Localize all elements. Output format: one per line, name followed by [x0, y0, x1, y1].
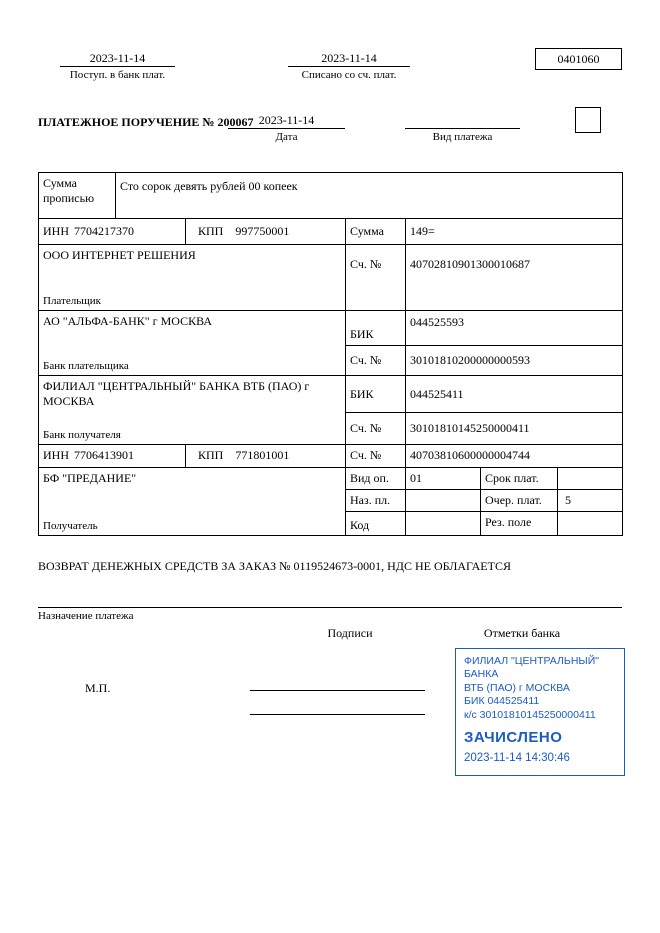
payer-account-label: Сч. № — [350, 257, 382, 271]
payee-bank-cell — [38, 375, 345, 444]
code-cell — [405, 511, 480, 535]
payee-account-label-cell — [345, 444, 405, 467]
form-code-box: 0401060 — [535, 48, 622, 70]
code-label: Код — [350, 518, 370, 532]
payer-bank-section-label: Банк плательщика — [43, 360, 129, 372]
payee-account-cell — [405, 444, 622, 467]
payee-bank-account: 30101810145250000411 — [410, 421, 530, 435]
amount-words-value: Сто сорок девять рублей 00 копеек — [120, 179, 298, 193]
bank-marks-label: Отметки банка — [483, 626, 561, 640]
payer-bank-bik-cell — [405, 310, 622, 345]
payment-type-block — [405, 113, 520, 143]
payer-bank-account-label: Сч. № — [350, 353, 382, 367]
priority-label: Очер. плат. — [485, 493, 542, 507]
payment-type-label: Вид платежа — [432, 131, 493, 143]
stamp-bank-name-line1: ФИЛИАЛ "ЦЕНТРАЛЬНЫЙ" БАНКА — [464, 655, 599, 681]
reserve-label: Рез. поле — [485, 515, 532, 529]
purpose-code-label: Наз. пл. — [350, 493, 391, 507]
stamp-bik: БИК 044525411 — [464, 695, 540, 708]
payer-bank-cell — [38, 310, 345, 375]
purpose-code-cell — [405, 489, 480, 511]
payee-bank-account-label: Сч. № — [350, 421, 382, 435]
payee-account: 40703810600000004744 — [410, 448, 530, 462]
due-date-label: Срок плат. — [485, 471, 539, 485]
amount-words-label: Сумма прописью — [43, 176, 95, 205]
document-date-block — [228, 113, 345, 143]
received-date: 2023-11-14 — [60, 50, 175, 67]
signatures-label: Подписи — [327, 626, 373, 640]
payer-account-label-cell — [345, 244, 405, 310]
op-type-label: Вид оп. — [350, 471, 389, 485]
amount-value: 149= — [410, 224, 435, 238]
payer-bank-account-label-cell — [345, 345, 405, 375]
op-type-cell — [405, 467, 480, 489]
purpose-code-label-cell — [345, 489, 405, 511]
amount-label: Сумма — [350, 224, 384, 238]
debited-date: 2023-11-14 — [288, 50, 410, 67]
reserve-cell — [557, 511, 622, 535]
payer-name: ООО ИНТЕРНЕТ РЕШЕНИЯ — [43, 248, 196, 262]
priority-label-cell — [480, 489, 557, 511]
payee-bank-bik-label-cell — [345, 375, 405, 412]
payee-kpp-label: КПП — [198, 448, 224, 462]
payee-inn: 7706413901 — [74, 448, 134, 462]
code-label-cell — [345, 511, 405, 535]
payee-bank-section-label: Банк получателя — [43, 429, 121, 441]
stamp-status: ЗАЧИСЛЕНО — [464, 729, 563, 747]
purpose-label: Назначение платежа — [38, 610, 134, 622]
document-date-label: Дата — [275, 131, 298, 143]
payer-kpp-cell — [185, 218, 345, 244]
received-date-label: Поступ. в банк плат. — [69, 69, 166, 81]
reserve-label-cell — [480, 511, 557, 535]
priority-value: 5 — [565, 493, 571, 507]
debited-date-label: Списано со сч. плат. — [301, 69, 397, 81]
priority-cell — [557, 489, 622, 511]
payee-inn-label: ИНН — [43, 448, 69, 462]
payer-bank-name: АО "АЛЬФА-БАНК" г МОСКВА — [43, 314, 213, 328]
bank-stamp — [455, 648, 625, 776]
payer-kpp: 997750001 — [235, 224, 290, 238]
payee-bank-account-label-cell — [345, 412, 405, 444]
purpose-underline — [38, 595, 622, 608]
amount-words-value-cell — [115, 172, 622, 218]
payer-kpp-label: КПП — [198, 224, 224, 238]
op-type-label-cell — [345, 467, 405, 489]
stamp-datetime: 2023-11-14 14:30:46 — [464, 752, 570, 765]
stamp-bank-name-line2: ВТБ (ПАО) г МОСКВА — [464, 681, 570, 694]
payee-kpp-cell — [185, 444, 345, 467]
payee-bank-name: ФИЛИАЛ "ЦЕНТРАЛЬНЫЙ" БАНКА ВТБ (ПАО) г МОСКВА — [43, 379, 310, 408]
document-date: 2023-11-14 — [228, 113, 345, 129]
payee-inn-cell — [38, 444, 185, 467]
payer-cell — [38, 244, 345, 310]
mp-label: М.П. — [85, 681, 111, 695]
payment-table — [38, 172, 623, 536]
payer-bank-bik-label: БИК — [350, 327, 374, 341]
document-title: ПЛАТЕЖНОЕ ПОРУЧЕНИЕ № 200067 — [38, 115, 254, 129]
payee-bank-bik: 044525411 — [410, 386, 464, 401]
payer-bank-bik-label-cell — [345, 310, 405, 345]
due-date-cell — [557, 467, 622, 489]
payee-bank-bik-label: БИК — [350, 386, 374, 401]
payer-account-cell — [405, 244, 622, 310]
amount-label-cell — [345, 218, 405, 244]
payee-kpp: 771801001 — [235, 448, 290, 462]
payer-inn-label: ИНН — [43, 224, 69, 238]
payer-account: 40702810901300010687 — [410, 257, 530, 271]
amount-value-cell — [405, 218, 622, 244]
payee-bank-account-cell — [405, 412, 622, 444]
payee-section-label: Получатель — [43, 520, 98, 532]
purpose-text: ВОЗВРАТ ДЕНЕЖНЫХ СРЕДСТВ ЗА ЗАКАЗ № 0119524673-0001, НДС НЕ ОБЛАГАЕТСЯ — [38, 559, 511, 573]
debited-date-block — [288, 50, 410, 81]
signature-line-2 — [250, 700, 425, 715]
signature-line-1 — [250, 676, 425, 691]
payer-inn: 7704217370 — [74, 224, 134, 238]
stamp-corr-account: к/с 30101810145250000411 — [464, 708, 596, 721]
payee-bank-bik-cell — [405, 375, 622, 412]
payee-account-label: Сч. № — [350, 448, 382, 462]
due-date-label-cell — [480, 467, 557, 489]
payer-bank-account: 30101810200000000593 — [410, 353, 530, 367]
payer-bank-account-cell — [405, 345, 622, 375]
amount-words-label-cell — [38, 172, 115, 218]
payer-bank-bik: 044525593 — [410, 315, 464, 329]
received-date-block — [60, 50, 175, 81]
payer-inn-cell — [38, 218, 185, 244]
payer-section-label: Плательщик — [43, 295, 101, 307]
payee-cell — [38, 467, 345, 535]
op-type: 01 — [410, 471, 422, 485]
payment-type-line — [405, 113, 520, 129]
reserve-box — [575, 107, 601, 133]
payee-name: БФ "ПРЕДАНИЕ" — [43, 471, 137, 485]
